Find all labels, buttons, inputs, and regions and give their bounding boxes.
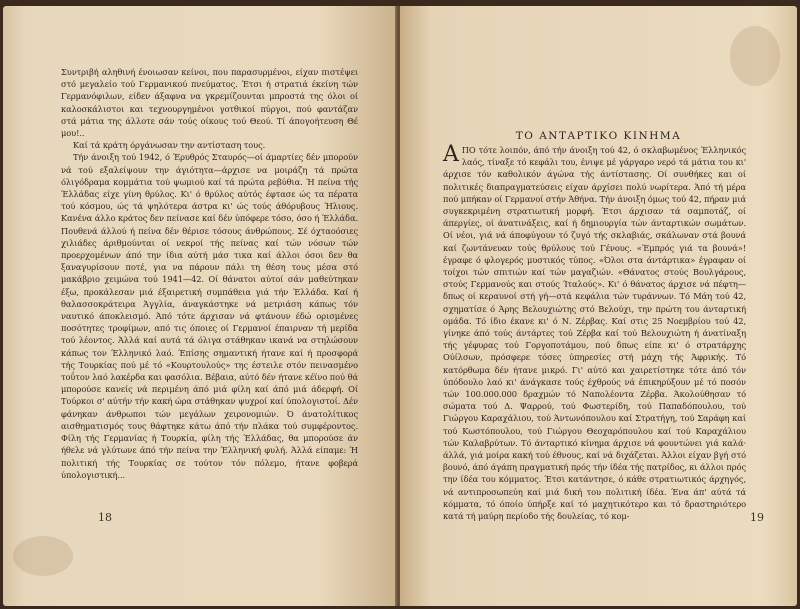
paragraph: Καί τά κράτη όργάνωσαν την αντίσταση τους. (73, 140, 266, 151)
right-page (400, 6, 797, 606)
paragraph (443, 144, 746, 522)
chapter-heading: ΤΟ ΑΝΤΑΡΤΙΚΟ ΚΙΝΗΜΑ (515, 130, 682, 142)
page-number: 18 (98, 511, 112, 524)
drop-cap: Α (443, 142, 459, 167)
page-number: 19 (750, 511, 764, 524)
left-page-body (61, 66, 358, 481)
paragraph: Τήν άνοιξη τού 1942, ό Έρυθρός Σταυρός—οί άμαρτίες δέν μπορούν νά τού εξαλείψουν την άγιότητα—άρχισε να μοιράζη τά πρώτα όλιγόδραμα κομμάτια τού ψωμιού καί τά πρώτα ρεβύθια. Ή πείνα τής Έλλάδας είχε γίνη θρύλος. Κι' ό θρύλος αύτός έφτασε ώς τα πέρατα τού κόσμου, ώς τά ψηλότερα άστρα κι' ώς τούς άθόρυβους Ήλιους. Κανένα άλλο κράτος δεν πείνασε καί δέν ύπόφερε τόσο, όσο ή Έλλάδα. Πουθενά άλλού ή πείνα δέν θέρισε τόσους άνθρώπους. Σέ όχταοόσιες χιλιάδες άριθμούνται οί νεκροί τής πείνας καί τών νόσων τών προερχομένων άπό την ίδια αύτή μάσ τικα καί άλλοι όσοι δεν θα ξαναγυρίσουν ποτέ, για να πάρουν πάλι τη θέση τους μέσα στό μακάβριο χειμώνα τού 1941—42. Οί θάνατοι αύτοί σάν μαθεύτηκαν έξω, προκάλεσαν μιά έξαιρετική συμπάθεια γιά τήν Έλλάδα. Καί ή θαλασσοκράτειρα Άγγλία, άναγκάστηκε νά μετριάση κάπως τόν ναυτικό άποκλεισμό. Άπό τότε άρχισαν νά φτάνουν έδώ ορισμένες ποσότητες τροφίμων, από τις όποιες οί Γερμανοί έπαιρναν τή μερίδα τού λέοντος. Άλλά καί αυτά τά όλιγα στάθηκαν ικανά να στηλώσουν κάπως τον Έλληνικό λαό. Έπίσης σημαντική ήτανε καί ή προσφορά τής Τουρκίας πού μέ τό «Κουρτουλούς» της έστειλε στόν πεινασμένο τοΰτον λαό λακέρδα και φασόλια. Βέβαια, αύτό δέν ήτανε κέϊνο πού θά μπορούσε κανείς νά περιμένη άπό μιά φίλη καί άπό μιά άδερφή. Οί Τούρκοι σ' αύτήν τήν κακή ώρα στάθηκαν ψυχροί καί ύπολογιστοί. Δέν φάνηκαν άνθρωποι τών μεγάλων χειρονομιών. Ό άνατολίτικος αισθηματισμός τους θάφτηκε κάτω άπό τήν πλάκα τού συμφέροντος. Φίλη τής Γερμανίας ή Τουρκία, φίλη τής Έλλάδας, θα μπορούσε άν ήθελε νά γλύτωνε άπό τήν πείνα την Έλληνική φυλή. Άλλά είπαμε: Ή πολιτική τής Τουρκίας σε τούτον τόν πόλεμο, ήτανε φοβερά ύπολογιστική... (61, 152, 358, 480)
paper-stain (13, 536, 73, 576)
right-page-body (443, 144, 746, 522)
paper-stain (730, 26, 780, 86)
paragraph-text: ΠΟ τότε λοιπόν, άπό τήν άνοιξη τού 42, ό σκλαβωμένος Έλληνικός λαός, τίναξε τό κεφάλι του, ένιψε μέ γάργαρο νερό τά μάτια του κι' άρχισε τόν καθολικόν άγώνα τής άντίστασης. Οί συνθήκες και οί πολιτικές διαπραγματεύσεις είχαν άρχίσει πολύ νωρίτερα. Άπό τή μέρα πού μπήκαν οί Γερμανοί στήν Άθήνα. Τήν άνοιξη όμως τού 42, πήραν μιά συγκεκριμένη στρατιωτική μορφή. Έτσι άρχισαν τά σαμποτάζ, οί άπεργίες, οί άνατινάξεις, καί ή δημιουργία τών άνταρτικών σωμάτων. Οί νέοι, γιά νά άποφύγουν τό ζυγό τής σκλαβιάς, σκάλωναν στά βουνά καί ζωντάνευαν τούς θρύλους τού Γένους. «Έμπρός γιά τα βουνά»! έγραφε ό φλογερός μυστικός τύπος. «Όλοι στα άντάρτικα» έγραφαν οί τοίχοι τών σπιτιών καί τών μαγαζιών. «Θάνατος στούς Βουλγάρους, στούς Γερμανούς και στούς Ίταλούς». Κι' ό θάνατος άρχισε νά πέφτη—δπως οί κεραυνοί στή γή—στά κεφάλια τών τυράννων. Τό Μάη τού 42, σχηματίσε ό Άρης Βελουχιώτης στό Βελούχι, την πρώτη του άνταρτική ομάδα. Τό ίδιο έκανε κι' ό Ν. Ζέρβας. Καί στις 25 Νοεμβρίου τού 42, γίνηκε άπό τούς άντάρτες τού Ζέρβα καί τού Βελουχιώτη ή άνατίναξη τής γέφυρας τού Γοργοποτάμου, πού δπως είπε κι' ό στρατάρχης Ούίλσων, πρόσφερε τόσες ύπηρεσίες στή μάχη τής Άφρικής. Τό κατόρθωμα δέν ήτανε μικρό. Γι' αύτό και χαιρετίστηκε τότε άπό τόν ύπόδουλο λαό κι' άνάγκασε τούς έχθρούς νά έπικηρύξουν μέ τό ποσόν τών 100.000.000 δραχμών τό Ναπολέοντα Ζέρβα. Άκολούθησαν τό σώματα τού Δ. Ψαρρού, τού Φωστερίδη, τού Παπαδόπουλου, τού Γιώργου Καραχάλιου, τού Άντωνόπουλου καί Στρατήγη, τού Σαράφη καί τού Κωστόπουλου, τού Γιώργου Θεοχαρόπουλου καί τού Καραχάλιου τών Καλαβρύτων. Τό άνταρτικό κίνημα άρχισε νά φουντώνει γιά καλά· άλλά, γιά μοίρα κακή τού έθνους, καί νά διχάζεται. Άλλοι είχαν βγή στό βουνό, άπό άγάπη πραγματική πρός τήν ίδέα τής πατρίδος, κι άλλοι πρός την ίδέα του κόμματος. Έτσι κατάντησε, ό κάθε στρατιωτικός άρχηγός, νά αντιπροσωπεύη καί μιά δική του πολιτική ίδέα. Ένα άπ' αύτά τά κόμματα, τό όποίο ύπήρξε καί τό μαχητικότερο και τό δραστηριότερο κατά τή μαύρη περίοδο τής δουλείας, τό κομ- (443, 145, 746, 522)
left-page (3, 6, 397, 606)
paragraph: Συντριβή αληθινή ένοιωσαν κείνοι, που παρασυρμένοι, είχαν πιστέψει στό μεγαλείο τού Γερμανικού πνεύματος. Έτσι ή στρατιά έκείνη τών Γερμανόφιλων, είδεν άξαφνα να γκρεμίζουνται μπροστά της όλοι οί καλοσκάλιστοι και τεχνουργημένοι γοτθικοί πύργοι, πού φαντάζαν στά μάτια της άλλοτε σάν τούς οίκους τού Θεού. Τί άπογοήτευση Θέ μου!.. (61, 67, 358, 139)
